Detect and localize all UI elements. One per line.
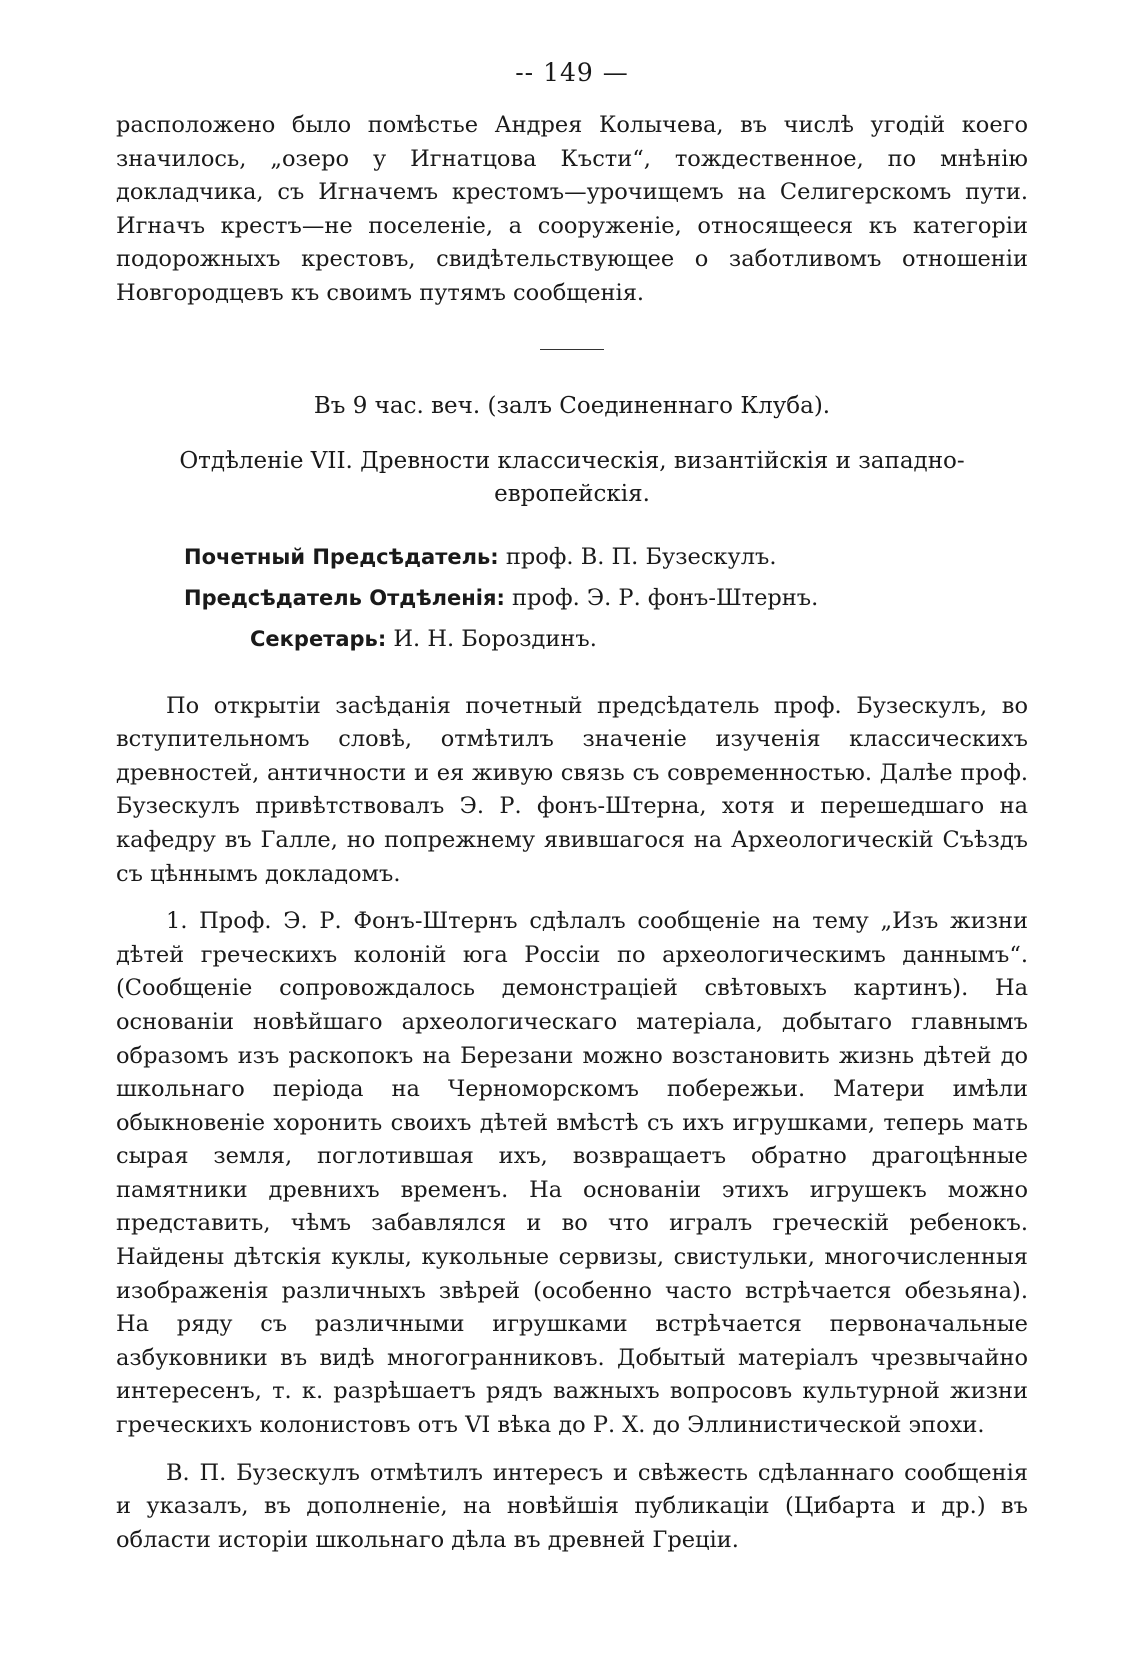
paragraph-opening: По открытіи засѣданія почетный предсѣдатель проф. Бузескулъ, во вступительномъ словѣ, отмѣтилъ значеніе изученія классическихъ древностей, античности и ея живую связь съ современностью. Далѣе проф. Бузескулъ привѣтствовалъ Э. Р. фонъ-Штерна, хотя и перешедшаго на кафедру въ Галле, но попрежнему явившагося на Археологическій Съѣздъ съ цѣннымъ докладомъ. [116, 692, 1028, 887]
officer-name: проф. В. П. Бузескулъ. [505, 543, 777, 570]
section-title: Отдѣленіе VII. Древности классическія, византійскія и западно-европейскія. [179, 447, 965, 507]
officer-role: Секретарь: [250, 626, 387, 651]
officer-section-chairman [116, 578, 1028, 619]
officer-honorary-chairman [116, 537, 1028, 578]
officer-role: Почетный Предсѣдатель: [184, 544, 499, 569]
document-page [116, 58, 1028, 1557]
section-separator [540, 349, 604, 350]
meeting-heading: Въ 9 час. веч. (залъ Соединеннаго Клуба). [313, 392, 831, 419]
paragraph-report: 1. Проф. Э. Р. Фонъ-Штернъ сдѣлалъ сообщеніе на тему „Изъ жизни дѣтей греческихъ колоній юга Россіи по археологическимъ даннымъ“. (Сообщеніе сопровождалось демонстраціей свѣтовыхъ картинъ). На основаніи новѣйшаго археологическаго матеріала, добытаго главнымъ образомъ изъ раскопокъ на Березани можно возстановить жизнь дѣтей до школьнаго періода на Черноморскомъ побережьи. Матери имѣли обыкновеніе хоронить своихъ дѣтей вмѣстѣ съ ихъ игрушками, теперь мать сырая земля, поглотившая ихъ, возвращаетъ обратно драгоцѣнные памятники древнихъ временъ. На основаніи этихъ игрушекъ можно представить, чѣмъ забавлялся и во что игралъ греческій ребенокъ. Найдены дѣтскія куклы, кукольные сервизы, свистульки, многочисленныя изображенія различныхъ звѣрей (особенно часто встрѣчается обезьяна). На ряду съ различными игрушками встрѣчается первоначальные азбуковники въ видѣ многогранниковъ. Добытый матеріалъ чрезвычайно интересенъ, т. к. разрѣшаетъ рядъ важныхъ вопросовъ культурной жизни греческихъ колонистовъ отъ VI вѣка до Р. Х. до Эллинистической эпохи. [116, 908, 1028, 1439]
officers-list [116, 537, 1028, 660]
paragraph-discussion: В. П. Бузескулъ отмѣтилъ интересъ и свѣжесть сдѣланнаго сообщенія и указалъ, въ дополненіе, на новѣйшія публикаціи (Цибарта и др.) въ области исторіи школьнаго дѣла въ древней Греціи. [116, 1459, 1028, 1553]
intro-paragraph: расположено было помѣстье Андрея Колычева, въ числѣ угодій коего значилось, „озеро у Игнатцова Късти“, тождественное, по мнѣнію докладчика, съ Игначемъ крестомъ—урочищемъ на Селигерскомъ пути. Игначъ крестъ—не поселеніе, а сооруженіе, относящееся къ категоріи подорожныхъ крестовъ, свидѣтельствующее о заботливомъ отношеніи Новгородцевъ къ своимъ путямъ сообщенія. [116, 112, 1028, 306]
officer-name: проф. Э. Р. фонъ-Штернъ. [512, 584, 819, 611]
officer-role: Предсѣдатель Отдѣленія: [184, 585, 505, 610]
officer-secretary [116, 619, 1028, 660]
officer-name: И. Н. Бороздинъ. [393, 625, 597, 652]
page-number: -- 149 — [515, 58, 629, 87]
